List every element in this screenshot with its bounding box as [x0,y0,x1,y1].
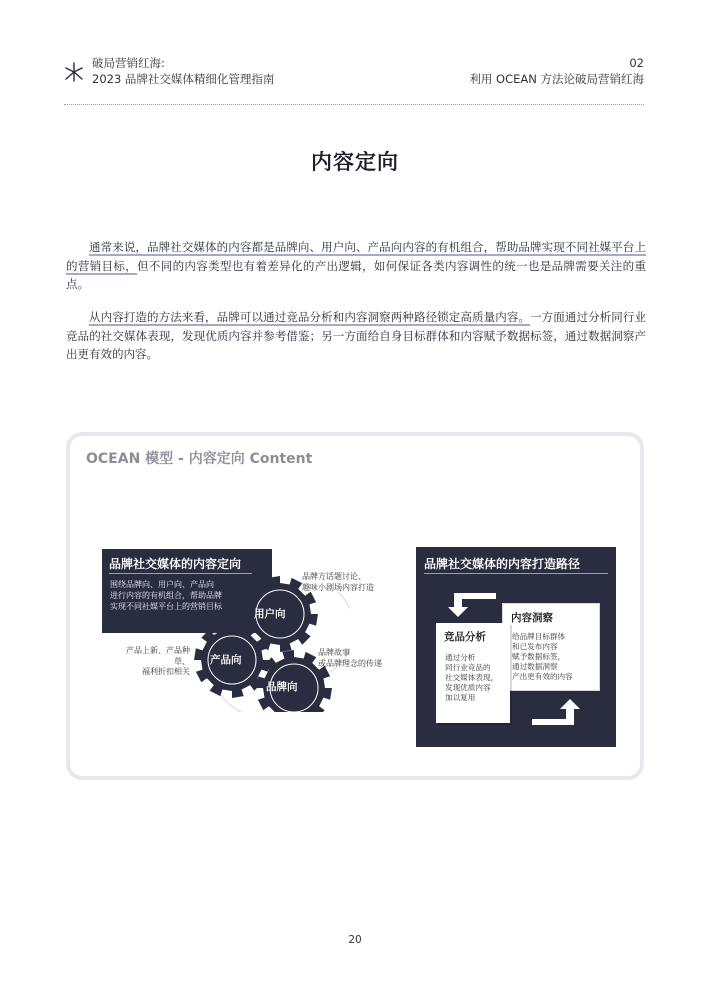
header-section-title: 利用 OCEAN 方法论破局营销红海 [469,72,644,86]
competitor-title: 竞品分析 [444,631,486,643]
note-line: 福利折扣相关 [142,667,190,676]
competitor-line: 社交媒体表现， [445,673,499,682]
note-line: 品牌故事 [318,648,350,657]
note-line: 产品上新、产品种草、 [126,646,190,666]
model-title: OCEAN 模型 - 内容定向 Content [86,451,313,467]
content-path-title: 品牌社交媒体的内容打造路径 [424,557,581,571]
paragraph-1 [66,238,646,294]
header-section-number: 02 [629,56,644,70]
note-product [112,646,190,678]
gear-user-label: 用户向 [254,608,286,620]
paragraph-1-highlight: 通常来说，品牌社交媒体的内容都是品牌向、用户向、产品向内容的有机组合，帮助品牌实现不同社媒平台上的营销目标， [66,240,646,273]
header-doc-title [92,55,274,87]
arrow-down-left-icon [448,593,496,617]
asterisk-logo-icon [64,62,84,82]
competitor-text [445,653,498,703]
insight-line: 通过数据洞察 [512,662,558,671]
header-left-line1: 破局营销红海: [92,56,165,70]
gear-brand-label: 品牌向 [266,681,298,693]
note-line: 或品牌理念的传递 [318,658,382,668]
insight-title: 内容洞察 [511,612,553,624]
gear-product-label: 产品向 [210,654,242,666]
content-direction-line: 实现不同社媒平台上的营销目标 [110,602,222,611]
paragraph-2 [66,308,646,364]
content-direction-title: 品牌社交媒体的内容定向 [109,557,242,571]
page-title: 内容定向 [311,150,399,174]
content-path-card [416,547,616,747]
insight-line: 和已发布内容 [512,642,558,651]
competitor-line: 同行业竞品的 [445,663,491,672]
paragraph-2-rest: 一方面通过分析同行业竞品的社交媒体表现，发现优质内容并参考借鉴；另一方面给自身目标群体和内容赋予数据标签，通过数据洞察产出更有效的内容。 [66,310,647,361]
insight-line: 产出更有效的内容 [512,672,573,681]
insight-line: 赋予数据标签， [512,652,566,661]
competitor-line: 通过分析 [445,653,476,662]
paragraph-2-highlight: 从内容打造的方法来看，品牌可以通过竞品分析和内容洞察两种路径锁定高质量内容。 [89,310,531,324]
competitor-card [436,623,510,723]
page-number: 20 [348,934,362,946]
note-user [302,572,374,593]
note-line: 趣味小剧场内容打造 [302,582,374,592]
note-brand [318,648,382,669]
insight-text [512,632,573,682]
ocean-model-figure [66,432,644,780]
content-direction-line: 进行内容的有机组合，帮助品牌 [110,591,222,600]
page-header [0,0,710,110]
header-divider [64,104,644,105]
header-section [469,55,644,87]
note-line: 品牌方话题讨论、 [302,572,366,581]
paragraph-1-rest: 但不同的内容类型也有着差异化的产出逻辑，如何保证各类内容调性的统一也是品牌需要关注的重点。 [66,258,646,291]
header-left-line2: 2023 品牌社交媒体精细化管理指南 [92,72,275,86]
insight-card [502,603,600,691]
content-direction-line: 围绕品牌向、用户向、产品向 [110,580,214,589]
competitor-line: 加以复用 [445,693,476,702]
competitor-line: 发现优质内容 [445,683,491,692]
arrow-up-right-icon [532,699,580,725]
insight-line: 给品牌目标群体 [512,632,566,641]
